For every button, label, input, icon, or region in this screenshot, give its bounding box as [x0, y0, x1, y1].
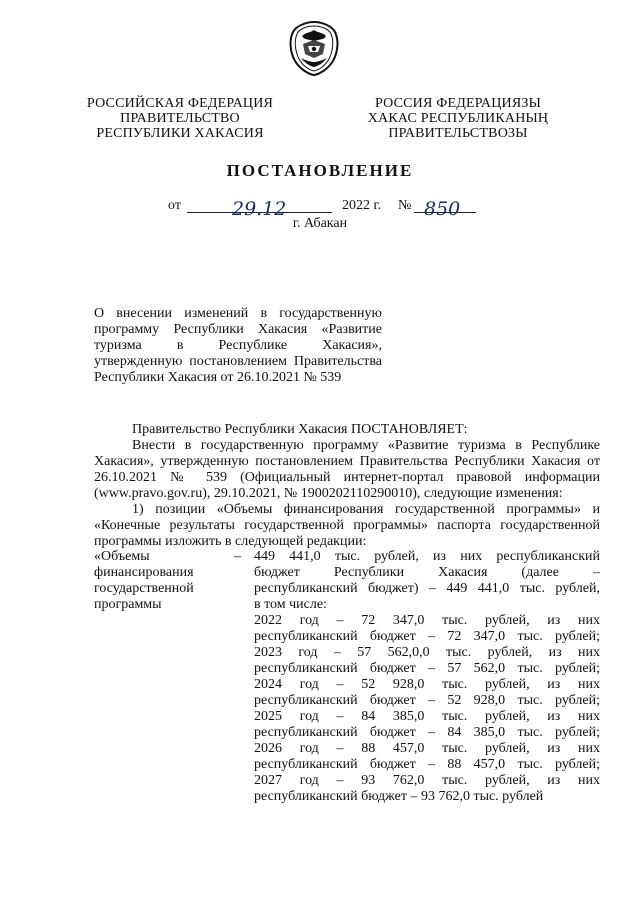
table-label-cell — [94, 549, 234, 613]
table-value-line: 2025 год – 84 385,0 тыс. рублей, из них — [254, 709, 600, 724]
table-label-line: программы — [94, 597, 162, 612]
header-right-line: ХАКАС РЕСПУБЛИКАНЫҢ — [367, 111, 549, 126]
number-label: № — [398, 198, 412, 213]
handwritten-date: 29.12 — [232, 198, 287, 220]
table-value-line: 2022 год – 72 347,0 тыс. рублей, из них — [254, 613, 600, 628]
document-title: ПОСТАНОВЛЕНИЕ — [226, 161, 414, 180]
table-value-line: 2027 год – 93 762,0 тыс. рублей, из них — [254, 773, 600, 788]
subject-line: Республики Хакасия от 26.10.2021 № 539 — [94, 370, 342, 385]
table-value-line: 449 441,0 тыс. рублей, из них республиканский — [254, 549, 600, 564]
subject-line: программу Республики Хакасия «Развитие — [94, 322, 382, 337]
coat-of-arms-emblem — [288, 20, 340, 76]
city: г. Абакан — [292, 216, 348, 231]
table-value-line: республиканский бюджет – 52 928,0 тыс. рублей; — [254, 693, 600, 708]
table-label-line: финансирования — [94, 565, 194, 580]
table-value-line: республиканский бюджет – 88 457,0 тыс. рублей; — [254, 757, 600, 772]
table-value-line: бюджет Республики Хакасия (далее – — [254, 565, 600, 580]
handwritten-number: 850 — [424, 198, 461, 220]
table-label-line: «Объемы — [94, 549, 150, 564]
subject-line: О внесении изменений в государственную — [94, 306, 382, 321]
table-value-line: республиканский бюджет – 84 385,0 тыс. рублей; — [254, 725, 600, 740]
date-line — [0, 194, 640, 218]
header-right-line: ПРАВИТЕЛЬСТВОЗЫ — [388, 126, 528, 141]
table-value-line: 2026 год – 88 457,0 тыс. рублей, из них — [254, 741, 600, 756]
table-value-line: в том числе: — [254, 597, 327, 612]
header-left-line: ПРАВИТЕЛЬСТВО — [120, 111, 240, 126]
document-subject — [94, 306, 382, 386]
document-body — [94, 422, 600, 550]
table-value-line: республиканский бюджет – 72 347,0 тыс. рублей; — [254, 629, 600, 644]
table-value-line: 2023 год – 57 562,0,0 тыс. рублей, из них — [254, 645, 600, 660]
date-prefix: от — [168, 198, 181, 213]
table-value-cell — [254, 549, 600, 805]
date-year: 2022 г. — [342, 198, 382, 213]
table-label-line: государственной — [94, 581, 194, 596]
header-right-block — [352, 96, 564, 141]
table-value-line: республиканский бюджет – 57 562,0 тыс. рублей; — [254, 661, 600, 676]
body-paragraph: 1) позиции «Объемы финансирования государственной программы» и «Конечные результаты государственной программы» паспорта государственной программы изложить в следующей редакции: — [94, 502, 600, 549]
subject-line: туризма в Республике Хакасия», — [94, 338, 382, 353]
header-left-line: РОССИЙСКАЯ ФЕДЕРАЦИЯ — [86, 96, 274, 111]
table-dash: – — [234, 549, 241, 564]
header-left-block — [82, 96, 278, 141]
table-value-line: республиканский бюджет – 93 762,0 тыс. рублей — [254, 789, 544, 804]
table-value-line: 2024 год – 52 928,0 тыс. рублей, из них — [254, 677, 600, 692]
table-value-line: республиканский бюджет) – 449 441,0 тыс. рублей, — [254, 581, 600, 596]
subject-line: утвержденную постановлением Правительства — [94, 354, 382, 369]
header-left-line: РЕСПУБЛИКИ ХАКАСИЯ — [96, 126, 264, 141]
body-paragraph: Внести в государственную программу «Развитие туризма в Республике Хакасия», утвержденную постановлением Правительства Республики Хакасия от 26.10.2021 № 539 (Официальный интернет-портал правовой информации (www.pravo.gov.ru), 29.10.2021, № 1900202110290010), следующие изменения: — [94, 438, 600, 501]
header-right-line: РОССИЯ ФЕДЕРАЦИЯЗЫ — [374, 96, 542, 111]
body-paragraph: Правительство Республики Хакасия ПОСТАНОВЛЯЕТ: — [132, 422, 468, 437]
